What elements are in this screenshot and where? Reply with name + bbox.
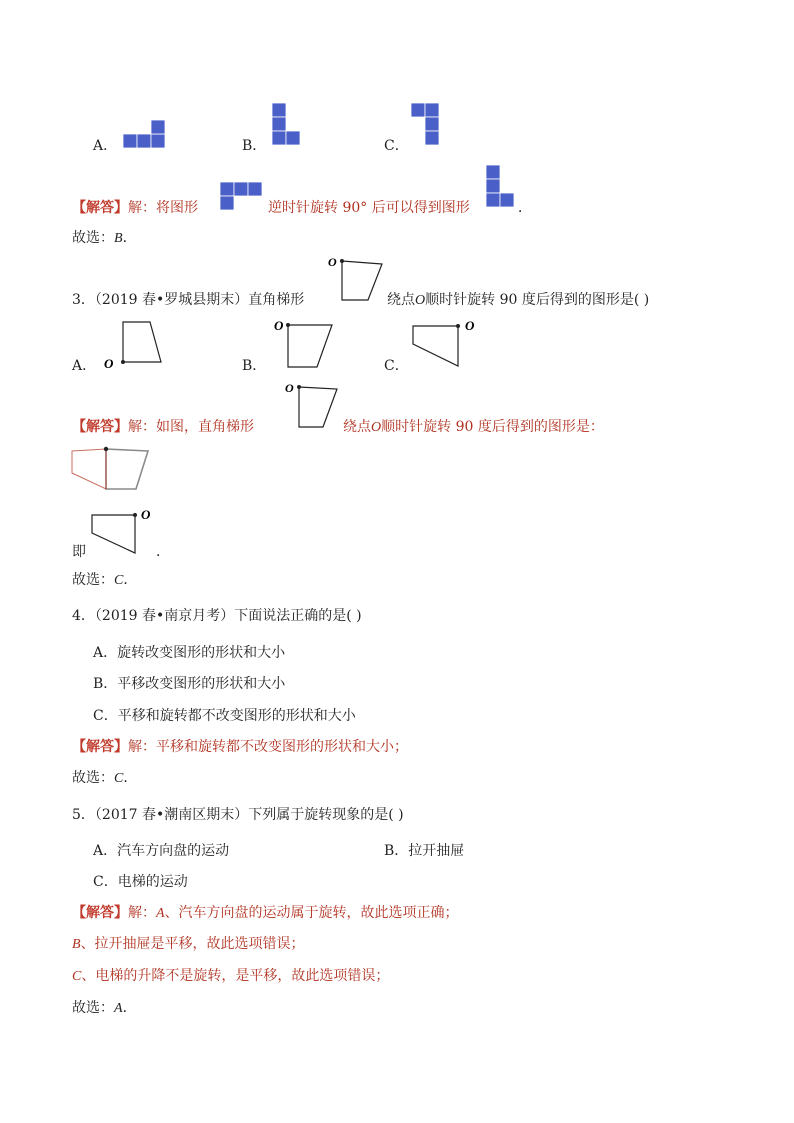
q2-option-c-label: C．: [384, 138, 409, 154]
q3-answer-trapezoid: [283, 378, 341, 432]
q5-choice-line: 故选：A．: [72, 1000, 137, 1016]
q3-answer-result-figure: [89, 505, 155, 557]
q3-answer-result-o: O: [141, 507, 151, 522]
q2-answer-line: 【解答】解：将图形: [72, 200, 198, 216]
answer-tag: 【解答】: [72, 739, 128, 755]
q3-ji: 即: [72, 544, 86, 560]
q3-option-b-label: B．: [242, 358, 267, 374]
q2-answer-source-figure: [218, 181, 266, 211]
q2-option-a-figure: [121, 120, 169, 150]
q3-option-c-figure: [410, 318, 476, 372]
q3-answer-line: 【解答】解：如图，直角梯形: [72, 419, 254, 435]
q3-option-c-o: O: [465, 318, 475, 333]
answer-tag: 【解答】: [72, 419, 128, 435]
q3-choice-line: 故选：C．: [72, 572, 138, 588]
q5-stem: 5．（2017 春•潮南区期末）下列属于旋转现象的是( ): [72, 807, 404, 823]
q4-option-c: C．平移和旋转都不改变图形的形状和大小: [93, 708, 356, 724]
answer-tag: 【解答】: [72, 200, 128, 216]
q3-stem: 3．（2019 春•罗城县期末）直角梯形: [72, 292, 305, 308]
q2-option-b-label: B．: [242, 138, 267, 154]
q2-choice-line: 故选：B．: [72, 230, 137, 246]
q5-option-a: A．汽车方向盘的运动: [93, 843, 230, 859]
q4-option-b: B．平移改变图形的形状和大小: [93, 676, 286, 692]
q3-option-b-o: O: [274, 318, 284, 333]
q3-trapezoid-figure: [326, 252, 386, 304]
q5-answer-line-1: 【解答】解：A、汽车方向盘的运动属于旋转，故此选项正确；: [72, 905, 459, 921]
q2-answer-end: ．: [518, 200, 532, 216]
q4-option-a: A．旋转改变图形的形状和大小: [93, 645, 286, 661]
q3-option-a-label: A．: [72, 358, 97, 374]
q2-answer-result-figure: [485, 164, 517, 211]
q5-option-c: C．电梯的运动: [93, 874, 188, 890]
q5-option-b: B．拉开抽屉: [384, 843, 465, 859]
q5-answer-line-3: C、电梯的升降不是旋转，是平移，故此选项错误；: [72, 968, 390, 984]
q2-option-a-label: A．: [93, 138, 118, 154]
q3-option-a-o: O: [104, 356, 114, 371]
q4-choice-line: 故选：C．: [72, 770, 138, 786]
q4-stem: 4．（2019 春•南京月考）下面说法正确的是( ): [72, 608, 362, 624]
q3-o-label: O: [328, 255, 337, 269]
q3-option-a-figure: [102, 318, 168, 374]
q4-answer-line: 【解答】解：平移和旋转都不改变图形的形状和大小；: [72, 739, 408, 755]
q3-answer-o: O: [285, 381, 294, 395]
q2-answer-text: 逆时针旋转 90° 后可以得到图形: [268, 200, 470, 216]
answer-tag: 【解答】: [72, 905, 128, 921]
q3-option-c-label: C．: [384, 358, 409, 374]
q2-option-c-figure: [410, 102, 442, 149]
q3-answer-text: 绕点O顺时针旋转 90 度后得到的图形是：: [343, 419, 604, 435]
q5-answer-line-2: B、拉开抽屉是平移，故此选项错误；: [72, 936, 305, 952]
q3-rotation-diagram: [68, 443, 158, 495]
q3-stem-rest: 绕点O顺时针旋转 90 度后得到的图形是( ): [387, 292, 650, 308]
q3-answer-end: ．: [156, 544, 170, 560]
q2-option-b-figure: [271, 102, 303, 149]
q3-option-b-figure: [272, 318, 336, 372]
